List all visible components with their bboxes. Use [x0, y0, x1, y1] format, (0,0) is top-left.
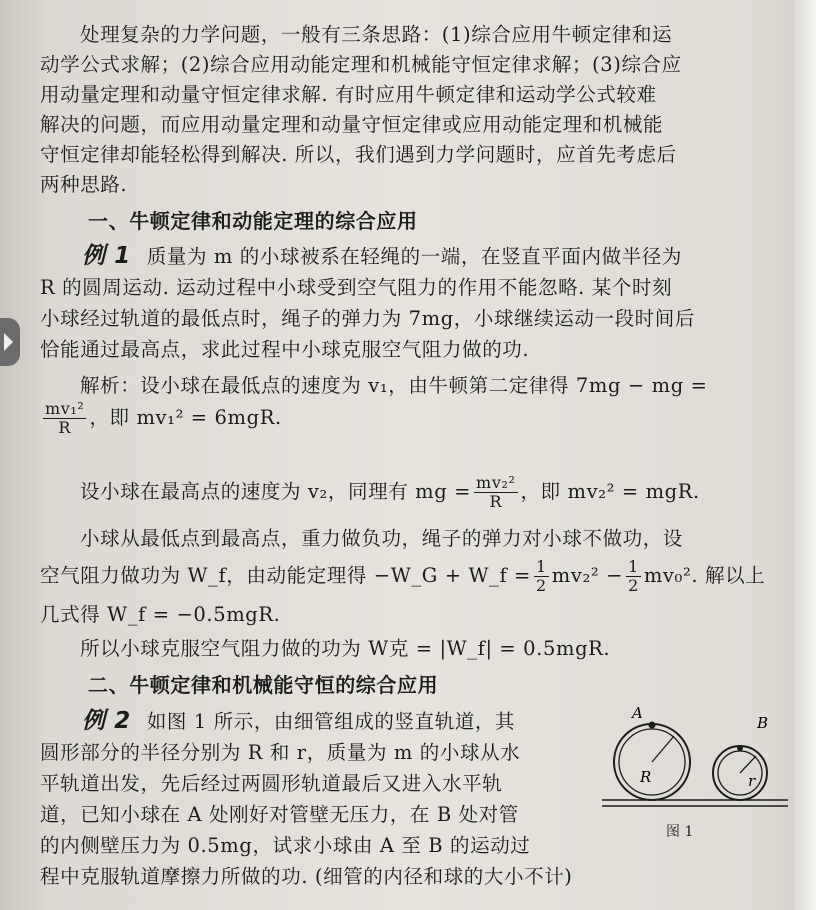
solution-text: mv₂² −	[551, 564, 624, 587]
label-B: B	[757, 714, 769, 732]
radius-R-line	[652, 736, 674, 762]
solution-text: 设小球在最高点的速度为 v₂，同理有 mg =	[80, 480, 472, 503]
problem-line: 平轨道出发，先后经过两圆形轨道最后又进入水平轨	[40, 772, 503, 795]
solution-text: 空气阻力做功为 W_f，由动能定理得 −W_G + W_f =	[40, 564, 531, 587]
solution-line	[80, 474, 784, 522]
radius-r-line	[740, 756, 756, 773]
conclusion-line: 所以小球克服空气阻力做的功为 W克 = |W_f| = 0.5mgR.	[80, 637, 611, 660]
intro-line: 用动量定理和动量守恒定律求解. 有时应用牛顿定律和运动学公式较难	[40, 83, 657, 106]
problem-line: R 的圆周运动. 运动过程中小球受到空气阻力的作用不能忽略. 某个时刻	[40, 276, 673, 299]
fraction: $\frac{\text{mv₂²}}{R}$	[476, 473, 516, 511]
problem-line: 道，已知小球在 A 处刚好对管壁无压力，在 B 处对管	[40, 803, 519, 826]
page-edge	[794, 0, 816, 910]
problem-line: 质量为 m 的小球被系在轻绳的一端，在竖直平面内做半径为	[146, 245, 683, 268]
solution-text: ，即 mv₁² = 6mgR.	[89, 406, 282, 429]
figure-1-track-diagram	[600, 700, 790, 850]
example-label: 例 1	[82, 243, 131, 269]
fraction: $\frac{1}{2}$	[628, 557, 639, 595]
problem-line: 如图 1 所示，由细管组成的竖直轨道，其	[146, 710, 516, 733]
solution-text: mv₀². 解以上	[643, 564, 766, 587]
fraction: $\frac{1}{2}$	[536, 557, 547, 595]
section-heading: 一、牛顿定律和动能定理的综合应用	[88, 209, 418, 233]
intro-line: 两种思路.	[40, 173, 128, 196]
example-1	[82, 243, 782, 270]
problem-line: 恰能通过最高点，求此过程中小球克服空气阻力做的功.	[40, 338, 530, 361]
solution-line	[40, 558, 784, 606]
label-R: R	[640, 768, 652, 786]
section-heading: 二、牛顿定律和机械能守恒的综合应用	[88, 673, 439, 697]
point-B-ball	[737, 745, 743, 751]
solution-line: 小球从最低点到最高点，重力做负功，绳子的弹力对小球不做功，设	[80, 527, 684, 550]
intro-line: 守恒定律却能轻松得到解决. 所以，我们遇到力学问题时，应首先考虑后	[40, 143, 677, 166]
point-A-ball	[649, 722, 656, 729]
intro-line: 解决的问题，而应用动量定理和动量守恒定律或应用动能定理和机械能	[40, 113, 664, 136]
solution-line: 解析：设小球在最低点的速度为 v₁，由牛顿第二定律得 7mg − mg =	[80, 374, 708, 397]
example-2	[82, 708, 602, 735]
figure-caption: 图 1	[666, 824, 694, 840]
play-arrow-icon[interactable]	[4, 333, 13, 351]
solution-line	[40, 400, 784, 448]
example-label: 例 2	[82, 708, 131, 734]
solution-text: ，即 mv₂² = mgR.	[520, 480, 700, 503]
fraction: $\frac{\text{mv₁²}}{R}$	[45, 399, 85, 437]
label-r: r	[748, 772, 756, 790]
problem-line: 圆形部分的半径分别为 R 和 r，质量为 m 的小球从水	[40, 741, 521, 764]
problem-line: 小球经过轨道的最低点时，绳子的弹力为 7mg，小球继续运动一段时间后	[40, 307, 695, 330]
label-A: A	[632, 704, 643, 722]
problem-line: 的内侧壁压力为 0.5mg，试求小球由 A 至 B 的运动过	[40, 834, 531, 857]
intro-line: 处理复杂的力学问题，一般有三条思路：(1)综合应用牛顿定律和运	[80, 23, 673, 46]
solution-line: 几式得 W_f = −0.5mgR.	[40, 603, 281, 626]
problem-line: 程中克服轨道摩擦力所做的功. (细管的内径和球的大小不计)	[40, 865, 573, 888]
intro-line: 动学公式求解；(2)综合应用动能定理和机械能守恒定律求解；(3)综合应	[40, 53, 682, 76]
